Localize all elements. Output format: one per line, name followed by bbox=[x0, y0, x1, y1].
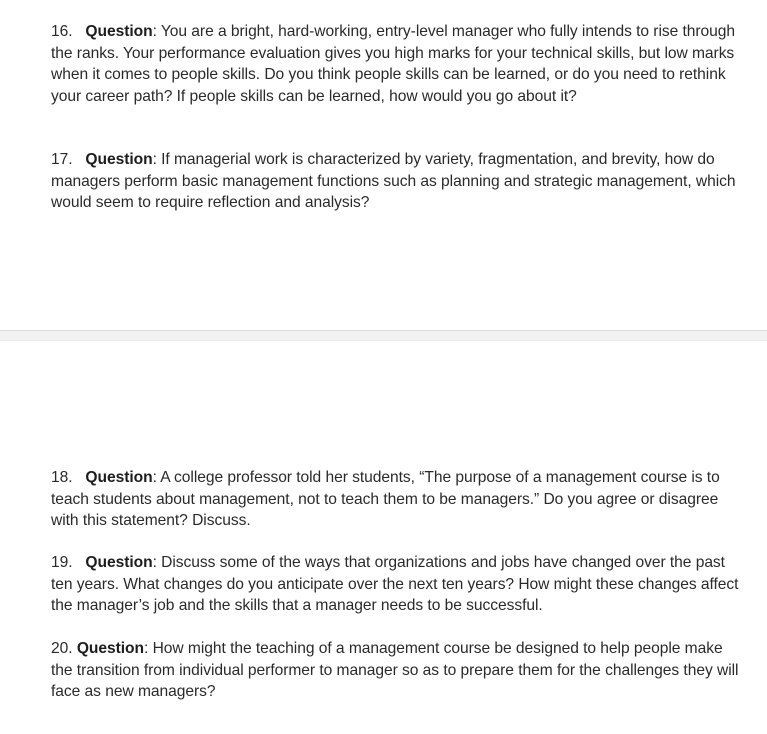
question-number: 16. bbox=[51, 23, 73, 40]
question-17 bbox=[51, 149, 741, 214]
question-16 bbox=[51, 21, 741, 107]
question-20 bbox=[51, 638, 741, 703]
question-label: Question bbox=[85, 151, 153, 168]
question-text: : A college professor told her students, “The purpose of a management course is to teach students about management, not to teach them to be managers.” Do you agree or disagree with this statement? Discuss. bbox=[51, 469, 720, 529]
question-label: Question bbox=[76, 640, 145, 657]
document-page-1 bbox=[0, 0, 767, 330]
page-separator bbox=[0, 330, 767, 341]
question-number: 19. bbox=[51, 554, 73, 571]
question-18 bbox=[51, 467, 741, 532]
question-text: : Discuss some of the ways that organizations and jobs have changed over the past ten years. What changes do you anticipate over the next ten years? How might these changes affect the manager’s job and the skills that a manager needs to be successful. bbox=[51, 554, 739, 614]
question-label: Question bbox=[85, 23, 153, 40]
question-label: Question bbox=[85, 469, 153, 486]
question-19 bbox=[51, 552, 741, 617]
question-number: 18. bbox=[51, 469, 73, 486]
document-page-2 bbox=[0, 341, 767, 734]
question-number: 17. bbox=[51, 151, 73, 168]
question-number: 20. bbox=[51, 640, 73, 657]
question-text: : If managerial work is characterized by variety, fragmentation, and brevity, how do managers perform basic management functions such as planning and strategic management, which would seem to require reflection and analysis? bbox=[51, 151, 736, 211]
question-label: Question bbox=[85, 554, 153, 571]
question-text: : How might the teaching of a management course be designed to help people make the transition from individual performer to manager so as to prepare them for the challenges they will face as new managers? bbox=[51, 640, 739, 700]
question-text: : You are a bright, hard-working, entry-level manager who fully intends to rise through the ranks. Your performance evaluation gives you high marks for your technical skills, but low marks when it comes to people skills. Do you think people skills can be learned, or do you need to rethink your career path? If people skills can be learned, how would you go about it? bbox=[51, 23, 736, 105]
